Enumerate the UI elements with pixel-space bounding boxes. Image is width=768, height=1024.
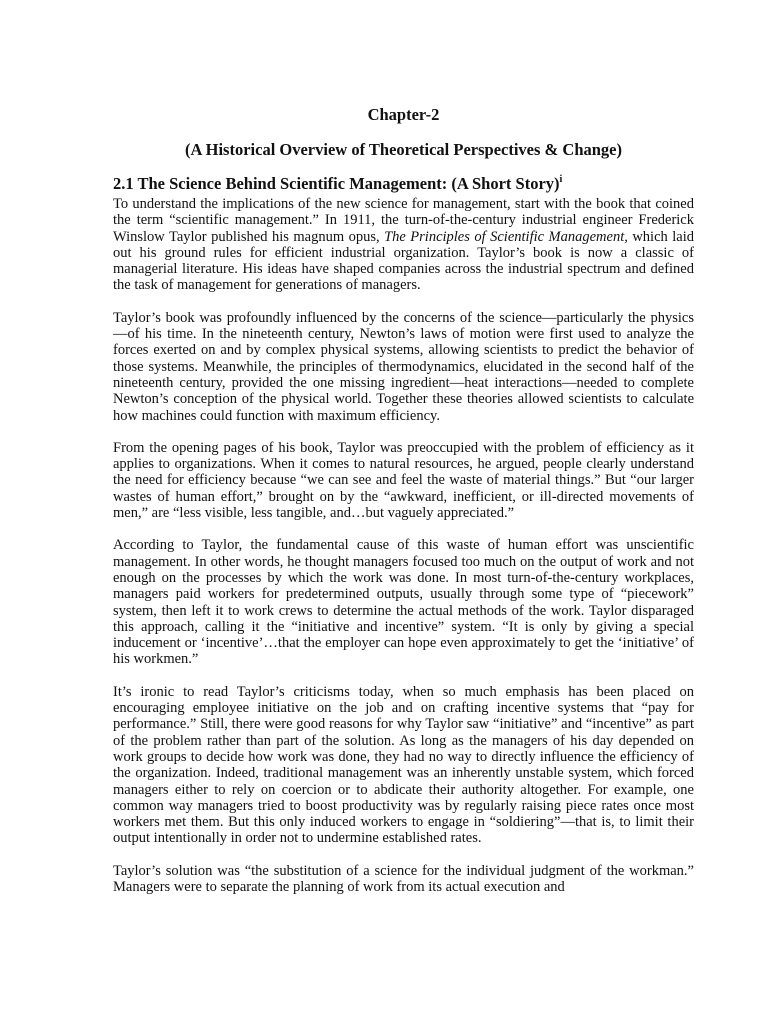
paragraph-3: From the opening pages of his book, Taylor was preoccupied with the problem of efficiency as it applies to organizations. When it comes to natural resources, he argued, people clearly understand the need for efficiency because “we can see and feel the waste of material things.” But “our larger wastes of human effort,” brought on by the “awkward, inefficient, or ill-directed movements of men,” are “less visible, less tangible, and…but vaguely appreciated.”: [113, 439, 694, 522]
document-page: [113, 104, 694, 911]
paragraph-1: [113, 196, 694, 294]
paragraph-1-part-b: which laid out his ground rules for efficient industrial organization. Taylor’s book is now a classic of managerial literature. His ideas have shaped companies across the industrial spectrum and defined the task of management for generations of managers.: [113, 228, 694, 294]
paragraph-1-part-a: To understand the implications of the new science for management, start with the book that coined the term “scientific management.” In 1911, the turn-of-the-century industrial engineer Frederick Winslow Taylor published his magnum opus,: [113, 196, 694, 245]
paragraph-6: Taylor’s solution was “the substitution of a science for the individual judgment of the workman.” Managers were to separate the planning of work from its actual execution and: [113, 862, 694, 895]
paragraph-2: Taylor’s book was profoundly influenced by the concerns of the science—particularly the physics—of his time. In the nineteenth century, Newton’s laws of motion were first used to analyze the forces exerted on and by complex physical systems, allowing scientists to predict the behavior of those systems. Meanwhile, the principles of thermodynamics, elucidated in the second half of the nineteenth century, provided the one missing ingredient—heat interactions—needed to complete Newton’s conception of the physical world. Together these theories allowed scientists to calculate how machines could function with maximum efficiency.: [113, 309, 694, 424]
paragraph-4: According to Taylor, the fundamental cause of this waste of human effort was unscientific management. In other words, he thought managers focused too much on the output of work and not enough on the processes by which the work was done. In most turn-of-the-century workplaces, managers paid workers for predetermined outputs, usually through some type of “piecework” system, then left it to work crews to determine the actual methods of the work. Taylor disparaged this approach, calling it the “initiative and incentive” system. “It is only by giving a special inducement or ‘incentive’…that the employer can hope even approximately to get the ‘initiative’ of his workmen.”: [113, 537, 694, 668]
section-heading: [113, 173, 694, 195]
paragraph-5: It’s ironic to read Taylor’s criticisms today, when so much emphasis has been placed on encouraging employee initiative on the job and on crafting incentive systems that “pay for performance.” Still, there were good reasons for why Taylor saw “initiative” and “incentive” as part of the problem rather than part of the solution. As long as the managers of his day depended on work groups to decide how work was done, they had no way to directly influence the efficiency of the organization. Indeed, traditional management was an inherently unstable system, which forced managers either to rely on coercion or to abdicate their authority altogether. For example, one common way managers tried to boost productivity was by regularly raising piece rates once most workers met them. But this only induced workers to engage in “soldiering”—that is, to limit their output intentionally in order not to undermine established rates.: [113, 683, 694, 847]
chapter-subtitle: (A Historical Overview of Theoretical Perspectives & Change): [185, 140, 622, 159]
book-title-italic: The Principles of Scientific Management,: [384, 228, 628, 245]
section-heading-text: 2.1 The Science Behind Scientific Management: (A Short Story): [113, 174, 560, 193]
chapter-title: Chapter-2: [367, 105, 440, 124]
footnote-marker[interactable]: i: [559, 173, 563, 185]
